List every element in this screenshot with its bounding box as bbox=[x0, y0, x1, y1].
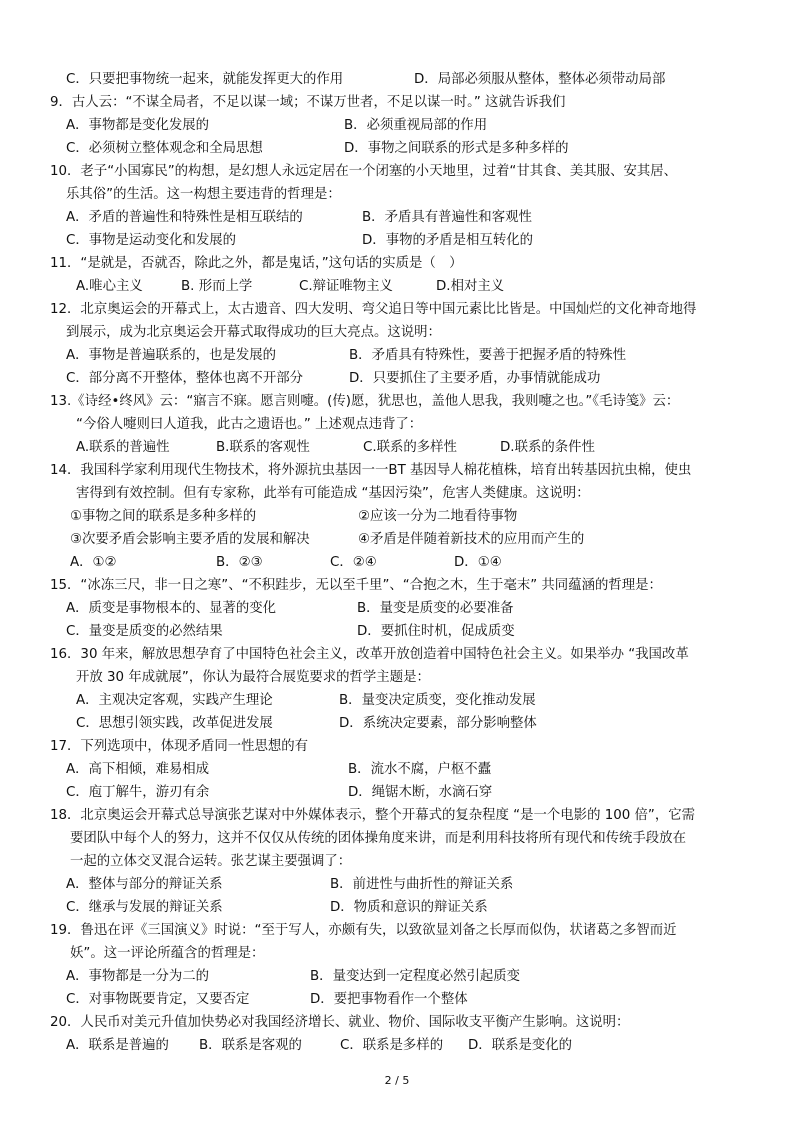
text-line: ③次要矛盾会影响主要矛盾的发展和解决 bbox=[70, 532, 310, 547]
text-line: C．事物是运动变化和发展的 bbox=[66, 233, 237, 248]
text-line: “今俗人嚏则曰人道我，此古之遗语也。” 上述观点违背了： bbox=[76, 417, 423, 432]
text-line: D．事物的矛盾是相互转化的 bbox=[362, 233, 533, 248]
text-line: 到展示，成为北京奥运会开幕式取得成功的巨大亮点。这说明： bbox=[66, 325, 441, 340]
text-line: B．流水不腐，户枢不蠹 bbox=[348, 762, 492, 777]
text-line: C.联系的多样性 bbox=[363, 440, 457, 455]
text-line: C．部分离不开整体，整体也离不开部分 bbox=[66, 371, 303, 386]
text-line: C．只要把事物统一起来，就能发挥更大的作用 bbox=[66, 72, 344, 87]
text-line: 15．“冰冻三尺，非一日之寒”、“不积跬步，无以至千里”、“合抱之木，生于毫末” 共同蕴涵的哲理是： bbox=[50, 578, 662, 593]
text-line: B．前进性与曲折性的辩证关系 bbox=[330, 877, 514, 892]
text-line: 害得到有效控制。但有专家称，此举有可能造成 “基因污染”，危害人类健康。这说明： bbox=[76, 486, 590, 501]
text-line: A．高下相倾，难易相成 bbox=[66, 762, 210, 777]
text-line: A．质变是事物根本的、显著的变化 bbox=[66, 601, 277, 616]
text-line: B．联系是客观的 bbox=[199, 1038, 302, 1053]
text-line: C．量变是质变的必然结果 bbox=[66, 624, 223, 639]
text-line: C.辩证唯物主义 bbox=[299, 279, 393, 294]
text-line: B．量变决定质变，变化推动发展 bbox=[339, 693, 536, 708]
text-line: B．矛盾具有特殊性，要善于把握矛盾的特殊性 bbox=[349, 348, 626, 363]
text-line: 开放 30 年成就展”，你认为最符合展览要求的哲学主题是： bbox=[76, 670, 430, 685]
text-line: ①事物之间的联系是多种多样的 bbox=[70, 509, 257, 524]
text-line: 14．我国科学家利用现代生物技术，将外源抗虫基因一一BT 基因导人棉花植株，培育出转基因抗虫棉，使虫 bbox=[50, 463, 692, 478]
text-line: C．对事物既要肯定，又要否定 bbox=[66, 992, 250, 1007]
text-line: 乐其俗”的生活。这一构想主要违背的哲理是： bbox=[66, 187, 341, 202]
text-line: C．庖丁解牛，游刃有余 bbox=[66, 785, 210, 800]
text-line: D．只要抓住了主要矛盾，办事情就能成功 bbox=[349, 371, 601, 386]
text-line: 10．老子“小国寡民”的构想，是幻想人永远定居在一个闭塞的小天地里，过着“甘其食、美其服、安其居、 bbox=[50, 164, 678, 179]
text-line: B．必须重视局部的作用 bbox=[344, 118, 488, 133]
text-line: D．事物之间联系的形式是多种多样的 bbox=[344, 141, 569, 156]
text-line: D．物质和意识的辩证关系 bbox=[330, 900, 488, 915]
text-line: C．继承与发展的辩证关系 bbox=[66, 900, 223, 915]
text-line: A．事物都是一分为二的 bbox=[66, 969, 210, 984]
text-line: B．矛盾具有普遍性和客观性 bbox=[362, 210, 532, 225]
text-line: A．主观决定客观，实践产生理论 bbox=[76, 693, 273, 708]
text-line: D．①④ bbox=[454, 555, 502, 570]
text-line: C．②④ bbox=[330, 555, 377, 570]
text-line: 9．古人云：“不谋全局者，不足以谋一域；不谋万世者，不足以谋一时。” 这就告诉我们 bbox=[50, 95, 566, 110]
text-line: 一起的立体交叉混合运转。张艺谋主要强调了： bbox=[70, 854, 352, 869]
text-line: 11．“是就是，否就否，除此之外，都是鬼话，”这句话的实质是（ ） bbox=[50, 256, 463, 271]
text-line: ④矛盾是伴随着新技术的应用而产生的 bbox=[358, 532, 585, 547]
text-line: A．整体与部分的辩证关系 bbox=[66, 877, 223, 892]
text-line: 20．人民币对美元升值加快势必对我国经济增长、就业、物价、国际收支平衡产生影响。这说明： bbox=[50, 1015, 630, 1030]
text-line: A.联系的普遍性 bbox=[76, 440, 170, 455]
text-line: 妖”。这一评论所蕴含的哲理是： bbox=[70, 946, 265, 961]
text-line: A.唯心主义 bbox=[76, 279, 143, 294]
text-line: D．绳锯木断，水滴石穿 bbox=[348, 785, 493, 800]
text-line: 19．鲁迅在评《三国演义》时说：“至于写人，亦颇有失，以致欲显刘备之长厚而似伪，状诸葛之多智而近 bbox=[50, 923, 677, 938]
text-line: C．联系是多样的 bbox=[340, 1038, 444, 1053]
text-line: B．②③ bbox=[216, 555, 263, 570]
text-line: D．系统决定要素，部分影响整体 bbox=[339, 716, 537, 731]
text-line: D.联系的条件性 bbox=[500, 440, 595, 455]
text-line: 18．北京奥运会开幕式总导演张艺谋对中外媒体表示，整个开幕式的复杂程度 “是一个电影的 100 倍”，它需 bbox=[50, 808, 696, 823]
text-line: A．事物都是变化发展的 bbox=[66, 118, 210, 133]
text-line: ②应该一分为二地看待事物 bbox=[358, 509, 518, 524]
text-line: B.联系的客观性 bbox=[216, 440, 310, 455]
text-line: A．矛盾的普遍性和特殊性是相互联结的 bbox=[66, 210, 303, 225]
page-number: 2 / 5 bbox=[384, 1074, 410, 1087]
text-line: C．思想引领实践，改革促进发展 bbox=[76, 716, 273, 731]
text-line: D．要抓住时机，促成质变 bbox=[357, 624, 515, 639]
text-line: B. 形而上学 bbox=[181, 279, 253, 294]
text-line: D．局部必须服从整体，整体必须带动局部 bbox=[414, 72, 666, 87]
text-line: B．量变达到一定程度必然引起质变 bbox=[310, 969, 521, 984]
text-line: B．量变是质变的必要准备 bbox=[357, 601, 514, 616]
text-line: A．①② bbox=[70, 555, 117, 570]
text-line: 要团队中每个人的努力，这并不仅仅从传统的团体操角度来讲，而是利用科技将所有现代和传统手段放在 bbox=[70, 831, 686, 846]
text-line: C．必须树立整体观念和全局思想 bbox=[66, 141, 263, 156]
text-line: 17．下列选项中，体现矛盾同一性思想的有 bbox=[50, 739, 309, 754]
text-line: A．事物是普遍联系的，也是发展的 bbox=[66, 348, 277, 363]
text-line: D．要把事物看作一个整体 bbox=[310, 992, 468, 1007]
text-line: D．联系是变化的 bbox=[468, 1038, 573, 1053]
text-line: 12．北京奥运会的开幕式上，太古遗音、四大发明、弯父追日等中国元素比比皆是。中国灿烂的文化神奇地得 bbox=[50, 302, 697, 317]
text-line: 13.《诗经•终风》云：“寤言不寐。愿言则嚏。(传)愿，犹思也，盖他人思我，我则嚏之也。”《毛诗笺》云： bbox=[50, 394, 680, 409]
text-line: 16．30 年来，解放思想孕育了中国特色社会主义，改革开放创造着中国特色社会主义。如果举办 “我国改革 bbox=[50, 647, 689, 662]
text-line: D.相对主义 bbox=[436, 279, 505, 294]
text-line: A．联系是普遍的 bbox=[66, 1038, 169, 1053]
